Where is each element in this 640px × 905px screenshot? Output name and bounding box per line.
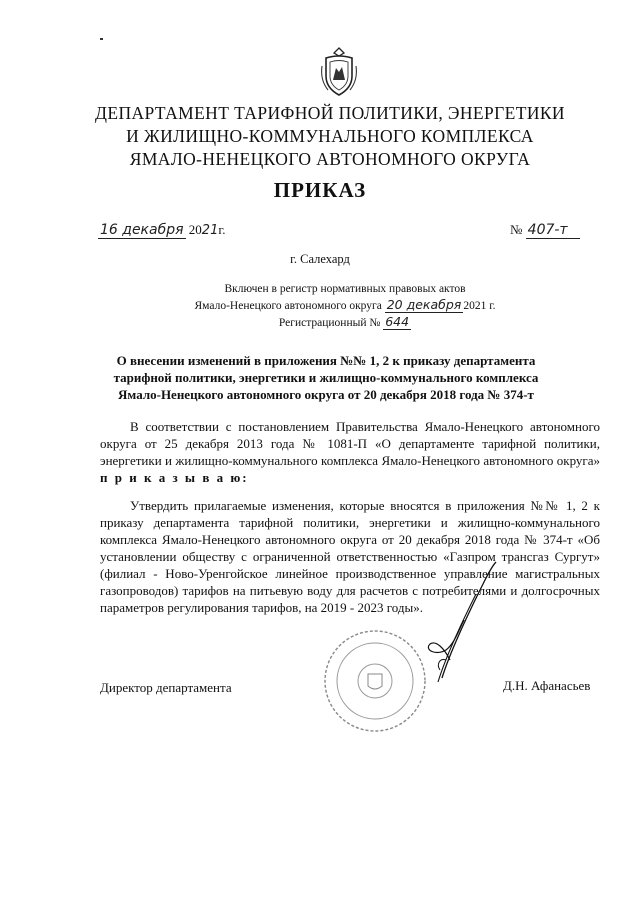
handwritten-year: 21	[201, 223, 219, 238]
handwritten-date: 16 декабря	[100, 222, 184, 238]
body-paragraph-1	[100, 418, 600, 486]
scan-speck	[100, 38, 103, 40]
registration-line-3: Регистрационный № 644	[278, 314, 410, 329]
year-prefix: 20	[188, 222, 202, 237]
order-subject: О внесении изменений в приложения №№ 1, 2 к приказу департамента тарифной политики, энергетики и жилищно-коммунального комплекса Ямало-Ненецкого автономного округа от 20 декабря 2018 года № 374-т	[113, 353, 539, 402]
registration-block	[150, 282, 540, 331]
city-line: г. Салехард	[290, 252, 350, 266]
order-number	[510, 222, 580, 239]
registration-line-1: Включен в регистр нормативных правовых актов	[224, 283, 466, 295]
order-word: п р и к а з ы в а ю:	[100, 470, 249, 485]
handwritten-number: 407-т	[526, 222, 580, 239]
registration-line-2: Ямало-Ненецкого автономного округа 20 декабря 2021 г.	[194, 297, 496, 312]
handwritten-signature-icon	[380, 560, 500, 685]
department-line-2: И ЖИЛИЩНО-КОММУНАЛЬНОГО КОМПЛЕКСА	[126, 126, 534, 146]
number-sign: №	[510, 222, 523, 237]
handwritten-registration-date: 20 декабря	[386, 297, 462, 312]
handwritten-registration-number: 644	[385, 314, 410, 329]
body-paragraph-2: Утвердить прилагаемые изменения, которые вносятся в приложения №№ 1, 2 к приказу департамента тарифной политики, энергетики и жилищно-коммунального комплекса Ямало-Ненецкого автономного округа от 20 декабря 2018 года № 374-т «Об установлении обществу с ограниченной ответственностью «Газпром трансгаз Сургут» (филиал - Ново-Уренгойское линейное производственное управление магистральных газопроводов) тарифов на питьевую воду для расчетов с потребителями и долгосрочных параметров регулирования тарифов, на 2019 - 2023 годы».	[100, 498, 600, 615]
signatory-name: Д.Н. Афанасьев	[503, 678, 591, 693]
paragraph-1-text: В соответствии с постановлением Правительства Ямало-Ненецкого автономного округа от 25 декабря 2013 года № 1081-П «О департаменте тарифной политики, энергетики и жилищно-коммунального комплекса Ямало-Ненецкого автономного округа»	[100, 419, 600, 468]
department-line-3: ЯМАЛО-НЕНЕЦКОГО АВТОНОМНОГО ОКРУГА	[129, 149, 531, 169]
signatory-position: Директор департамента	[100, 680, 232, 695]
order-date	[98, 222, 225, 239]
coat-of-arms-icon	[318, 46, 360, 98]
department-line-1: ДЕПАРТАМЕНТ ТАРИФНОЙ ПОЛИТИКИ, ЭНЕРГЕТИКИ	[95, 103, 565, 123]
department-name	[60, 102, 600, 171]
document-type-title: ПРИКАЗ	[273, 178, 367, 202]
year-suffix: г.	[218, 222, 226, 237]
